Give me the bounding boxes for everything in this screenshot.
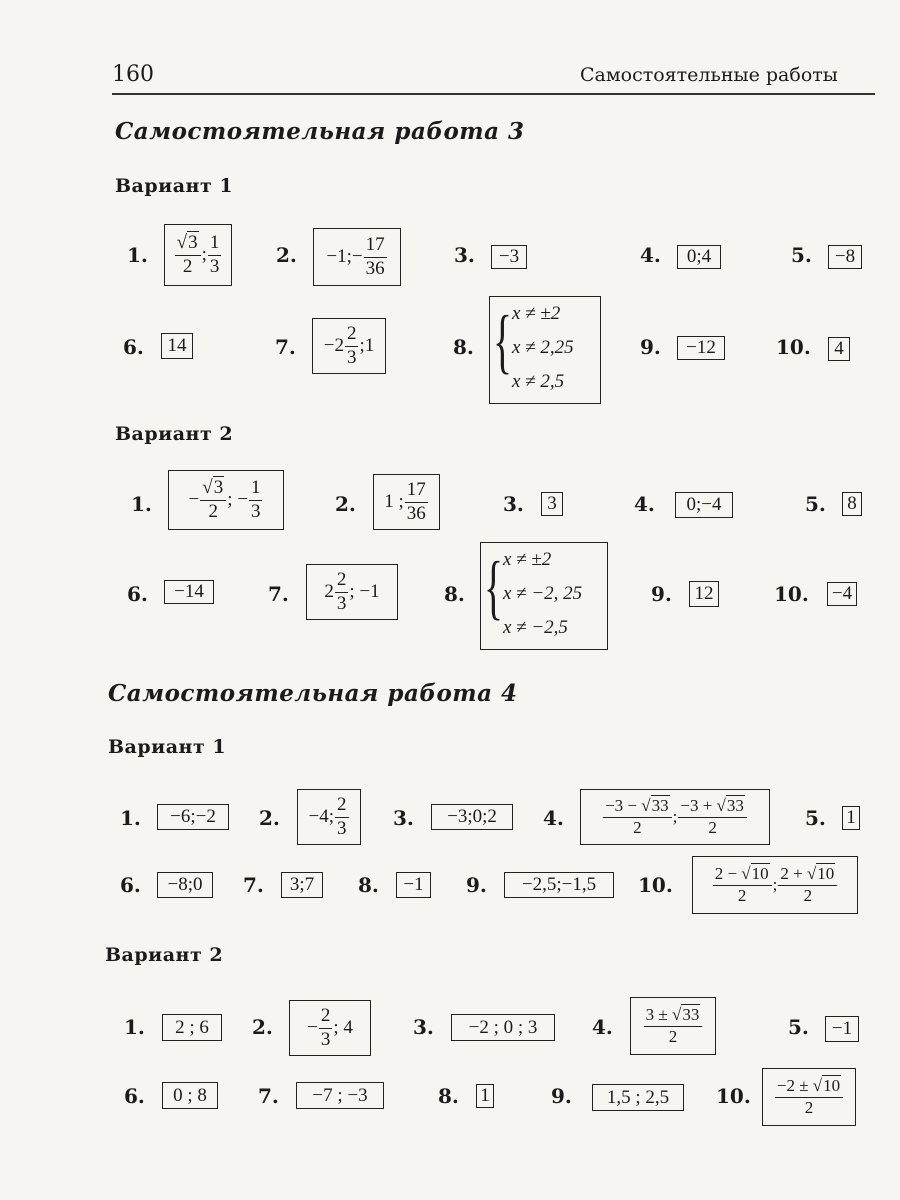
answer-box: − $\frac{√3}{2}$ ; − $\frac{1}{3}$ <box>168 470 284 530</box>
answer-box: 1 <box>842 806 860 830</box>
answer-box: −2 $\frac{2}{3}$ ;1 <box>312 318 386 374</box>
item-number: 9. <box>640 335 661 359</box>
answer-box: $\frac{3 \pm √33}{2}$ <box>630 997 716 1055</box>
item-number: 2. <box>276 243 297 267</box>
item-number: 1. <box>131 492 152 516</box>
item-number: 5. <box>788 1015 809 1039</box>
answer-box: −4 <box>827 582 857 606</box>
variant-title-s3-v1: Вариант 1 <box>115 175 234 197</box>
item-number: 1. <box>127 243 148 267</box>
item-number: 9. <box>551 1084 572 1108</box>
answer-box: − $\frac{2}{3}$ ; 4 <box>289 1000 371 1056</box>
variant-title-s4-v1: Вариант 1 <box>108 736 227 758</box>
item-number: 3. <box>393 806 414 830</box>
item-number: 1. <box>124 1015 145 1039</box>
answer-box: −1 <box>825 1016 859 1042</box>
item-number: 6. <box>124 1084 145 1108</box>
section-title-s3: Самостоятельная работа 3 <box>115 118 525 145</box>
item-number: 8. <box>358 873 379 897</box>
bleed-through-text <box>800 128 808 154</box>
answer-box: −7 ; −3 <box>296 1082 384 1109</box>
item-number: 9. <box>466 873 487 897</box>
answer-box: $\frac{2 - √10}{2}$ ; $\frac{2 + √10}{2}$ <box>692 856 858 914</box>
answer-box: 14 <box>161 333 193 359</box>
item-number: 1. <box>120 806 141 830</box>
item-number: 4. <box>640 243 661 267</box>
item-number: 7. <box>258 1084 279 1108</box>
answer-box: −4; $\frac{2}{3}$ <box>297 789 361 845</box>
section-title-s4: Самостоятельная работа 4 <box>108 680 518 707</box>
item-number: 3. <box>413 1015 434 1039</box>
answer-box: 1 <box>476 1084 494 1108</box>
variant-title-s4-v2: Вариант 2 <box>105 944 224 966</box>
item-number: 4. <box>543 806 564 830</box>
answer-box: 3 <box>541 492 563 516</box>
answer-box: 3;7 <box>281 872 323 898</box>
answer-box: 0;4 <box>677 245 721 269</box>
variant-title-s3-v2: Вариант 2 <box>115 423 234 445</box>
header-rule <box>112 93 875 95</box>
item-number: 4. <box>634 492 655 516</box>
answer-box: −3 <box>491 245 527 269</box>
answer-box: −12 <box>677 336 725 360</box>
item-number: 8. <box>438 1084 459 1108</box>
item-number: 8. <box>444 582 465 606</box>
answer-box: −6;−2 <box>157 804 229 830</box>
answer-box: −8 <box>828 245 862 269</box>
item-number: 3. <box>503 492 524 516</box>
answer-box: 0;−4 <box>675 492 733 518</box>
item-number: 3. <box>454 243 475 267</box>
item-number: 5. <box>791 243 812 267</box>
answer-box: −2 ; 0 ; 3 <box>451 1014 555 1041</box>
item-number: 6. <box>123 335 144 359</box>
item-number: 6. <box>120 873 141 897</box>
item-number: 7. <box>243 873 264 897</box>
answer-box: −3;0;2 <box>431 804 513 830</box>
item-number: 8. <box>453 335 474 359</box>
answer-box: 1,5 ; 2,5 <box>592 1084 684 1111</box>
answer-box: 1 ; $\frac{17}{36}$ <box>373 474 440 530</box>
item-number: 5. <box>805 492 826 516</box>
answer-box: −2,5;−1,5 <box>504 872 614 898</box>
answer-box: $\frac{√3}{2}$ ; $\frac{1}{3}$ <box>164 224 232 286</box>
answer-box: 2 $\frac{2}{3}$ ; −1 <box>306 564 398 620</box>
running-head: Самостоятельные работы <box>580 64 838 86</box>
item-number: 10. <box>774 582 809 606</box>
item-number: 2. <box>259 806 280 830</box>
system-of-conditions: { x ≠ ±2 x ≠ −2, 25 x ≠ −2,5 <box>480 542 608 650</box>
answer-box: $\frac{-2 \pm √10}{2}$ <box>762 1068 856 1126</box>
answer-box: 8 <box>842 492 862 516</box>
answer-box: −1;− $\frac{17}{36}$ <box>313 228 401 286</box>
item-number: 2. <box>335 492 356 516</box>
item-number: 10. <box>716 1084 751 1108</box>
answer-box: $\frac{-3 - √33}{2}$ ; $\frac{-3 + √33}{2}$ <box>580 789 770 845</box>
item-number: 9. <box>651 582 672 606</box>
answer-box: −1 <box>396 872 431 898</box>
item-number: 6. <box>127 582 148 606</box>
answer-box: 0 ; 8 <box>162 1082 218 1109</box>
item-number: 7. <box>268 582 289 606</box>
page-number: 160 <box>112 62 154 87</box>
answer-box: 2 ; 6 <box>162 1014 222 1041</box>
item-number: 2. <box>252 1015 273 1039</box>
item-number: 7. <box>275 335 296 359</box>
item-number: 5. <box>805 806 826 830</box>
answer-box: −14 <box>164 580 214 604</box>
item-number: 10. <box>776 335 811 359</box>
item-number: 4. <box>592 1015 613 1039</box>
answer-box: −8;0 <box>157 872 213 898</box>
answer-box: 12 <box>689 581 719 607</box>
item-number: 10. <box>638 873 673 897</box>
answer-box: 4 <box>828 337 850 361</box>
system-of-conditions: { x ≠ ±2 x ≠ 2,25 x ≠ 2,5 <box>489 296 601 404</box>
